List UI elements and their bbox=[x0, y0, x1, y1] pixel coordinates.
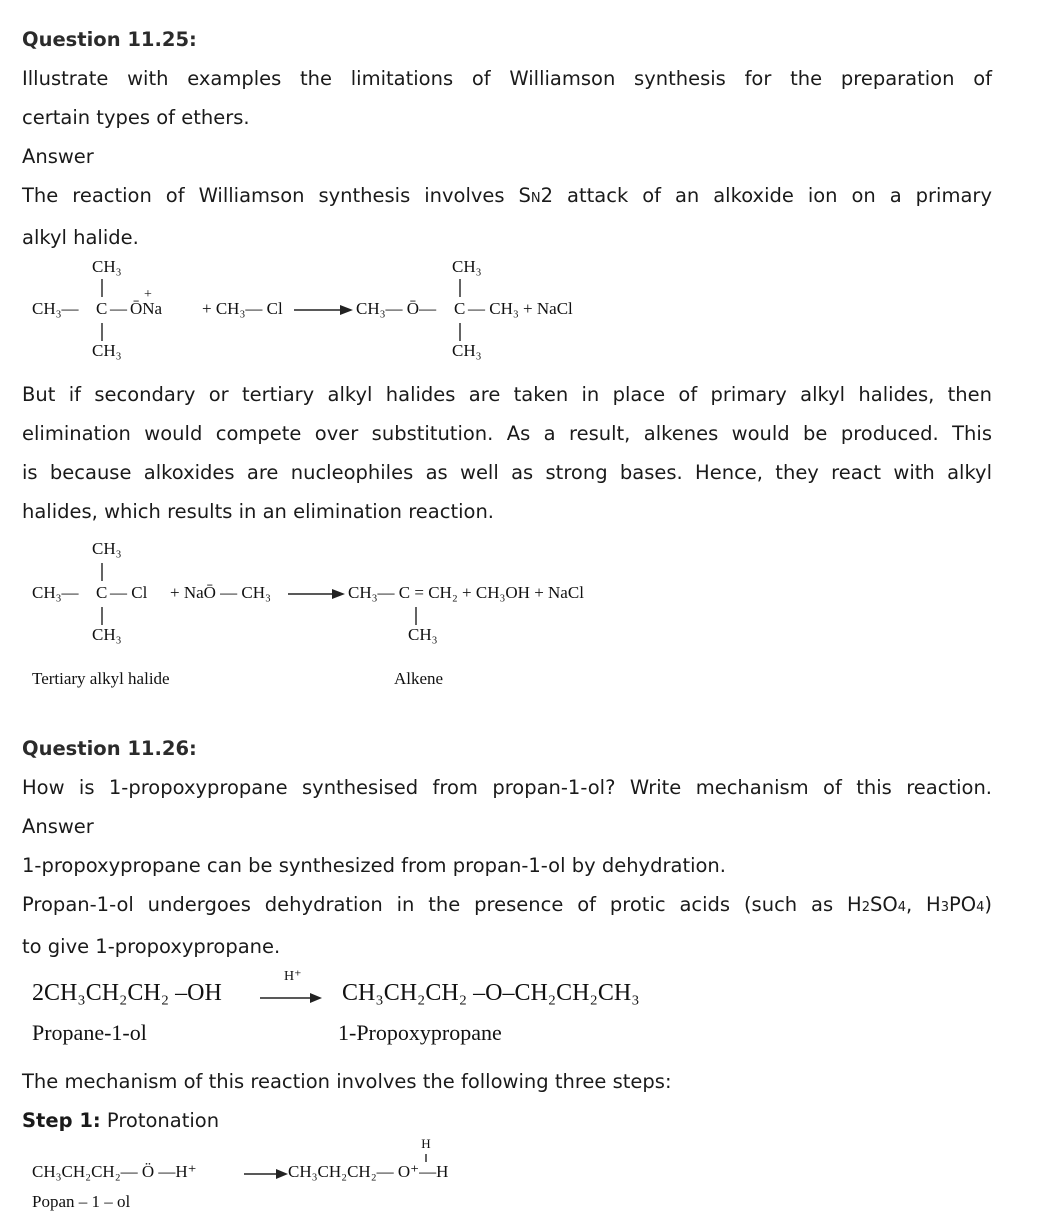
answer-text-line bbox=[22, 885, 992, 927]
answer-text-line: alkyl halide. bbox=[22, 226, 139, 249]
dehydration-equation bbox=[22, 970, 992, 1062]
williamson-reaction-scheme bbox=[22, 257, 992, 375]
text-part: , H bbox=[905, 893, 941, 916]
product: CH₃CH₂CH₂ –O–CH₂CH₂CH₃ bbox=[342, 980, 640, 1006]
chlorine: — Cl bbox=[110, 583, 148, 602]
subscript: 2 bbox=[861, 900, 870, 915]
product-name: 1-Propoxypropane bbox=[338, 1020, 502, 1045]
protonated-alcohol: CH₃CH₂CH₂— O⁺—H bbox=[288, 1162, 449, 1181]
question-text-line: certain types of ethers. bbox=[22, 106, 250, 129]
question-text-line: How is 1-propoxypropane synthesised from propan-1-ol? Write mechanism of this reaction. bbox=[22, 776, 992, 799]
methyl-group: CH₃— bbox=[32, 299, 79, 318]
answer-text-line: to give 1-propoxypropane. bbox=[22, 935, 281, 958]
answer-text-line bbox=[22, 176, 992, 218]
reactant-name: Propane-1-ol bbox=[32, 1020, 147, 1045]
subscript: 4 bbox=[897, 900, 906, 915]
methyl-group: CH₃— bbox=[32, 583, 79, 602]
paragraph-line: halides, which results in an elimination reaction. bbox=[22, 500, 494, 523]
step-heading bbox=[22, 1101, 992, 1140]
intro-text: 2 attack of an alkoxide ion on a primary bbox=[540, 184, 992, 207]
subscript: 4 bbox=[976, 900, 985, 915]
propanol-reactant: CH₃CH₂CH₂— Ö —H⁺ bbox=[32, 1162, 197, 1181]
reactant: 2CH₃CH₂CH₂ –OH bbox=[32, 980, 222, 1006]
product-tail: — CH₃ + NaCl bbox=[468, 299, 573, 318]
alkene-products: CH₃— C = CH₂ + CH₃OH + NaCl bbox=[348, 583, 584, 602]
methyl-group-top: CH₃ bbox=[92, 539, 122, 558]
sn-subscript: N bbox=[530, 191, 541, 206]
paragraph-line: is because alkoxides are nucleophiles as well as strong bases. Hence, they react with alkyl bbox=[22, 461, 992, 484]
methyl-group-bottom: CH₃ bbox=[92, 625, 122, 644]
tertiary-alkyl-halide-label: Tertiary alkyl halide bbox=[32, 669, 170, 688]
methyl-group-top: CH₃ bbox=[92, 257, 122, 276]
step-title: Protonation bbox=[100, 1109, 220, 1132]
bond: — bbox=[110, 299, 127, 318]
reaction-bonds bbox=[22, 539, 992, 729]
answer-label: Answer bbox=[22, 815, 94, 838]
methyl-group-bottom: CH₃ bbox=[408, 625, 438, 644]
step-label: Step 1: bbox=[22, 1109, 101, 1132]
text-part: ) bbox=[984, 893, 993, 916]
answer-text-line: 1-propoxypropane can be synthesized from propan-1-ol by dehydration. bbox=[22, 854, 726, 877]
alkene-label: Alkene bbox=[394, 669, 444, 688]
methyl-chloride: + CH₃— Cl bbox=[202, 299, 283, 318]
alkoxide-sodium: ŌNa bbox=[130, 299, 163, 318]
carbon-atom: C bbox=[96, 583, 108, 602]
protonation-reaction-scheme bbox=[22, 1136, 992, 1220]
text-part: PO bbox=[949, 893, 977, 916]
subscript: 3 bbox=[940, 900, 950, 915]
paragraph-line: elimination would compete over substitution. As a result, alkenes would be produced. This bbox=[22, 422, 992, 445]
sodium-methoxide: + NaŌ — CH₃ bbox=[170, 583, 271, 602]
paragraph-line: But if secondary or tertiary alkyl halides are taken in place of primary alkyl halides, then bbox=[22, 383, 992, 406]
carbon-atom: C bbox=[454, 299, 466, 318]
question-text-line: Illustrate with examples the limitations of Williamson synthesis for the preparation of bbox=[22, 67, 992, 90]
text-part: SO bbox=[869, 893, 898, 916]
methyl-group-bottom: CH₃ bbox=[452, 341, 482, 360]
acid-catalyst: H⁺ bbox=[284, 969, 302, 984]
question-heading: Question 11.26: bbox=[22, 737, 197, 760]
carbon-atom: C bbox=[96, 299, 108, 318]
document-page bbox=[22, 20, 992, 1220]
positive-charge: + bbox=[144, 287, 152, 302]
reactant-name: Popan – 1 – ol bbox=[32, 1192, 131, 1211]
hydrogen-atom: H bbox=[421, 1136, 431, 1151]
text-part: Propan-1-ol undergoes dehydration in the presence of protic acids (such as H bbox=[22, 893, 862, 916]
methyl-group-top: CH₃ bbox=[452, 257, 482, 276]
ether-product: CH₃— Ō— bbox=[356, 299, 437, 318]
mechanism-intro: The mechanism of this reaction involves the following three steps: bbox=[22, 1070, 672, 1093]
question-heading: Question 11.25: bbox=[22, 28, 197, 51]
answer-label: Answer bbox=[22, 145, 94, 168]
intro-text: The reaction of Williamson synthesis involves S bbox=[22, 184, 531, 207]
elimination-reaction-scheme bbox=[22, 539, 992, 729]
methyl-group-bottom: CH₃ bbox=[92, 341, 122, 360]
